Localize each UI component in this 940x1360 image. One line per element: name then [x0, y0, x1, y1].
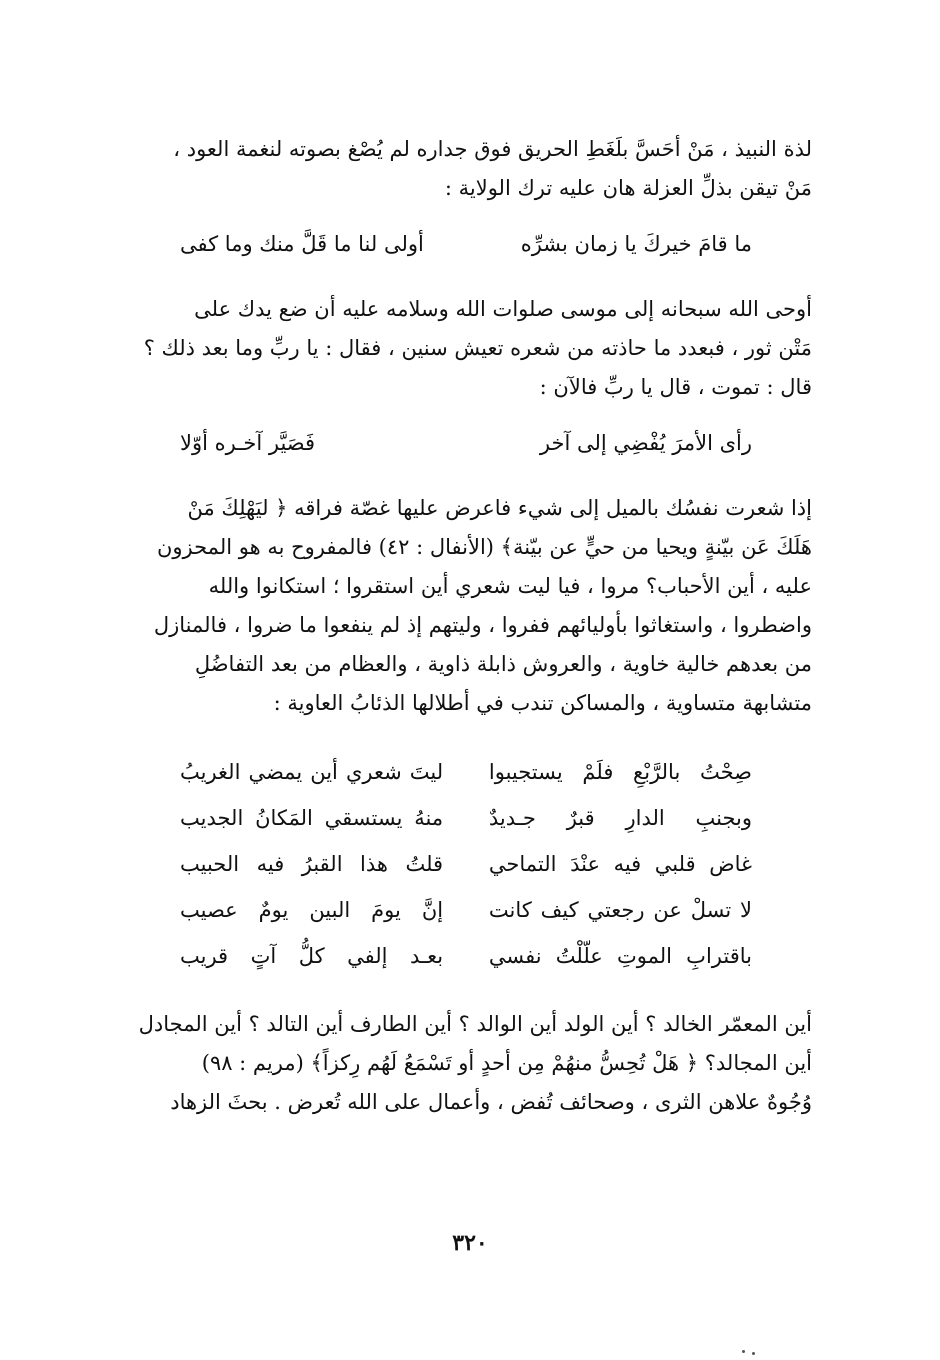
paragraph-1 — [100, 130, 812, 208]
poem-verse — [180, 887, 752, 933]
verse-2 — [100, 423, 812, 463]
text-line: إذا شعرت نفسُك بالميل إلى شيء فاعرض عليها غصّة فراقه ﴿ ليَهْلِكَ مَنْ — [187, 496, 812, 520]
scan-speck — [742, 1350, 745, 1353]
poem-verse — [180, 933, 752, 979]
verse-second-hemistich: ليتَ شعري أين يمضي الغريبُ — [180, 760, 444, 784]
text-line: مَتْن ثور ، فبعدد ما حاذته من شعره تعيش سنين ، فقال : يا ربِّ وما بعد ذلك ؟ — [143, 336, 812, 360]
text-line: من بعدهم خالية خاوية ، والعروش ذابلة ذاوية ، والعظام من بعد التفاضُلِ — [194, 652, 812, 676]
paragraph-2 — [100, 290, 812, 407]
verse-second-hemistich: إنَّ يومَ البين يومٌ عصيب — [180, 898, 444, 922]
verse-second-hemistich: أولى لنا ما قَلَّ منك وما كفى — [180, 232, 424, 256]
poem — [100, 749, 812, 979]
poem-verse — [180, 841, 752, 887]
text-line: مَنْ تيقن بذلِّ العزلة هان عليه ترك الولاية : — [444, 176, 812, 200]
poem-verse — [180, 795, 752, 841]
verse-second-hemistich: قلتُ هذا القبرُ فيه الحبيب — [180, 852, 444, 876]
text-line: قال : تموت ، قال يا ربِّ فالآن : — [539, 375, 812, 399]
verse-first-hemistich: باقترابِ الموتِ علّلْتُ نفسي — [488, 944, 752, 968]
text-line: أين المعمّر الخالد ؟ أين الولد أين الوالد ؟ أين الطارف أين التالد ؟ أين المجادل — [138, 1012, 812, 1036]
text-line: أين المجالد؟ ﴿ هَلْ تُحِسُّ منهُمْ مِن أحدٍ أو تَسْمَعُ لَهُم رِكزاً﴾ (مريم : ٩٨) — [201, 1051, 812, 1075]
text-line: هَلَكَ عَن بيّنةٍ ويحيا من حيٍّ عن بيّنة﴾ (الأنفال : ٤٢) فالمفروح به هو المحزون — [156, 535, 812, 559]
text-line: واضطروا ، واستغاثوا بأوليائهم ففروا ، وليتهم إذ لم ينفعوا ما ضروا ، فالمنازل — [153, 613, 812, 637]
verse-first-hemistich: غاض قلبي فيه عنْدَ التماحي — [488, 852, 752, 876]
verse-second-hemistich: بعـد إلفي كلُّ آتٍ قريب — [180, 944, 444, 968]
text-line: وُجُوهٌ علاهن الثرى ، وصحائف تُفض ، وأعمال على الله تُعرض . بحثَ الزهاد — [170, 1090, 812, 1114]
text-line: عليه ، أين الأحباب؟ مروا ، فيا ليت شعري أين استقروا ؛ استكانوا والله — [208, 574, 812, 598]
scan-speck — [752, 1352, 755, 1355]
paragraph-4 — [100, 1005, 812, 1122]
verse-first-hemistich: ما قامَ خيركَ يا زمان بشرِّه — [520, 232, 752, 256]
verse-1 — [100, 224, 812, 264]
verse-first-hemistich: رأى الأمرَ يُفْضِي إلى آخر — [539, 431, 752, 455]
text-line: متشابهة متساوية ، والمساكن تندب في أطلالها الذئابُ العاوية : — [273, 691, 812, 715]
verse-second-hemistich: منهُ يستسقي المَكانُ الجديب — [180, 806, 444, 830]
verse-second-hemistich: فَصَيَّر آخـره أوّلا — [180, 431, 316, 455]
paragraph-3 — [100, 489, 812, 723]
verse-first-hemistich: وبجنبِ الدارِ قبرٌ جـديدٌ — [488, 806, 752, 830]
verse-first-hemistich: صِحْتُ بالرَّبْعِ فلَمْ يستجيبوا — [488, 760, 752, 784]
verse-first-hemistich: لا تسلْ عن رجعتي كيف كانت — [488, 898, 752, 922]
text-line: لذة النبيذ ، مَنْ أحَسَّ بلَغَطِ الحريق فوق جداره لم يُصْغ بصوته لنغمة العود ، — [173, 137, 812, 161]
page-number: ٣٢٠ — [452, 1230, 488, 1256]
page-body — [100, 130, 812, 1122]
poem-verse — [180, 749, 752, 795]
text-line: أوحى الله سبحانه إلى موسى صلوات الله وسلامه عليه أن ضع يدك على — [194, 297, 812, 321]
